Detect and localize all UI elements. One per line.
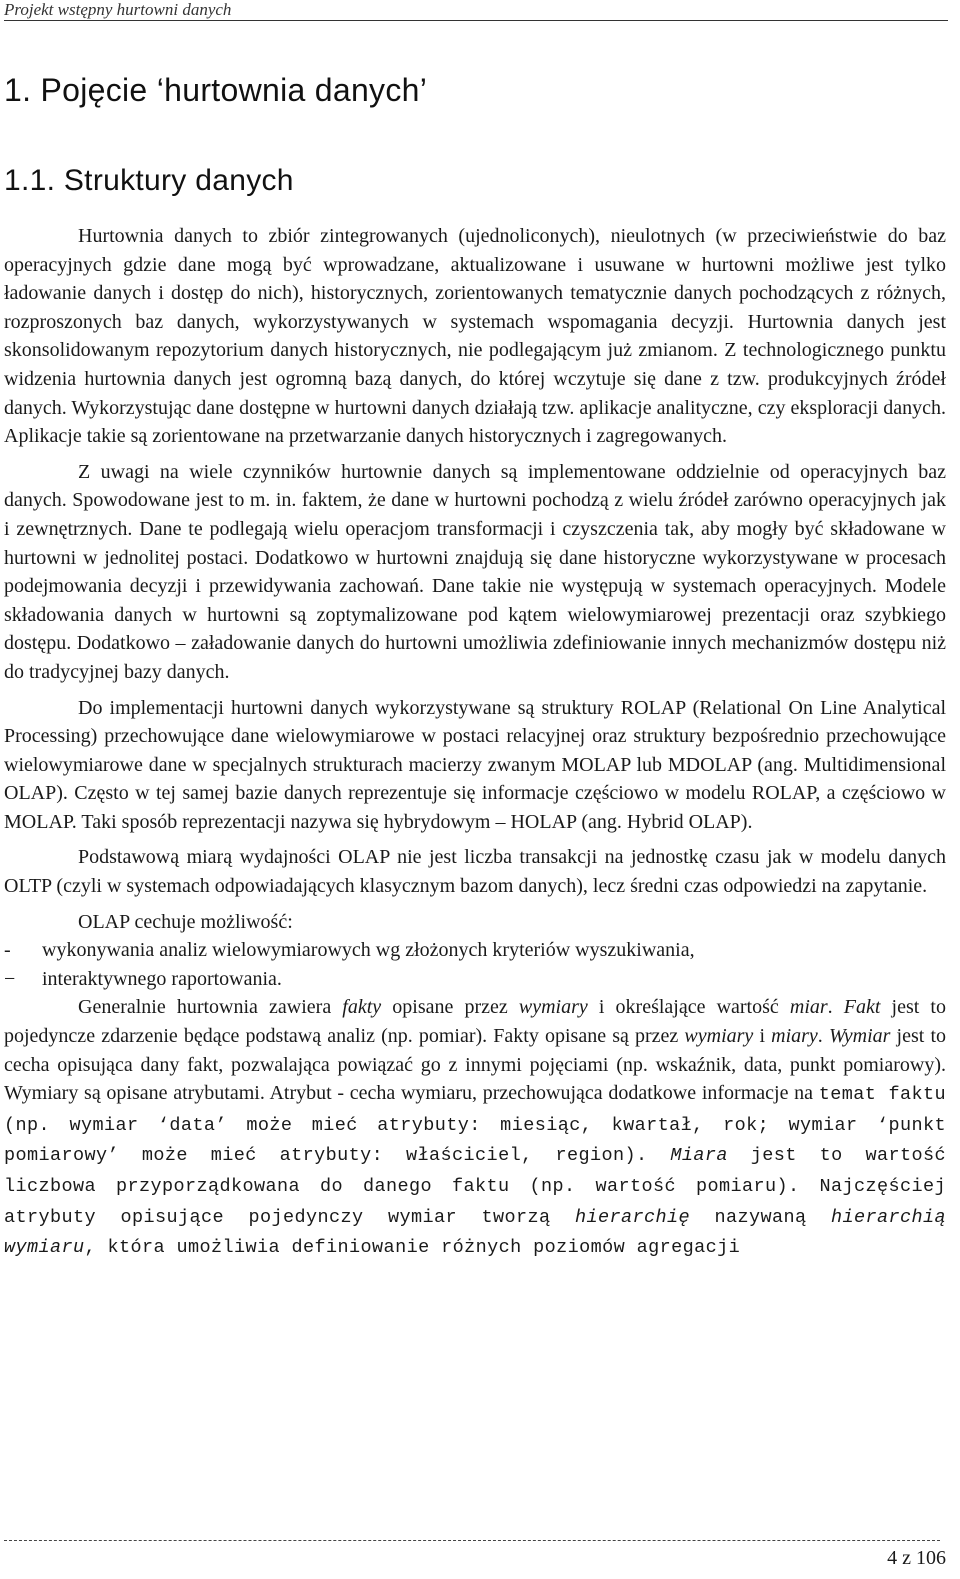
text-run: . xyxy=(827,996,844,1019)
term-fakt: Fakt xyxy=(843,996,881,1019)
list-item-text: interaktywnego raportowania. xyxy=(42,967,282,990)
term-hierarchie: hierarchię xyxy=(574,1206,690,1228)
text-run: . xyxy=(817,1025,829,1048)
paragraph-olap-features: OLAP cechuje możliwość: xyxy=(78,910,293,933)
text-run: Generalnie hurtownia zawiera xyxy=(78,996,343,1019)
term-miar: miar xyxy=(789,996,828,1019)
running-header: Projekt wstępny hurtowni danych xyxy=(4,0,232,19)
text-run: i xyxy=(753,1025,772,1048)
list-item xyxy=(4,965,946,994)
feature-list xyxy=(4,936,946,993)
list-item xyxy=(4,936,946,965)
list-item-text: wykonywania analiz wielowymiarowych wg złożonych kryteriów wyszukiwania, xyxy=(42,939,695,962)
paragraph-facts-dimensions xyxy=(4,993,946,1262)
text-run: i określające wartość xyxy=(587,996,790,1019)
paragraph-olap-performance: Podstawową miarą wydajności OLAP nie jest liczba transakcji na jednostkę czasu jak w modelu danych OLTP (czyli w systemach odpowiadających klasycznym bazom danych), lecz średni czas odpowiedzi na zapytanie. xyxy=(4,846,946,898)
text-run: jest to pojedyncze zdarzenie będące podstawą analiz (np. pomiar). Fakty opisane są przez xyxy=(4,996,946,1048)
footer-rule xyxy=(4,1540,940,1541)
mono-text-run: , która umożliwia definiowanie różnych poziomów agregacji xyxy=(84,1237,741,1259)
list-bullet: − xyxy=(4,967,16,990)
term-fakty: fakty xyxy=(342,996,382,1019)
term-wymiary: wymiary xyxy=(684,1025,754,1048)
term-hierarchia-wymiaru: hierarchią wymiaru xyxy=(4,1206,946,1259)
paragraph-definition: Hurtownia danych to zbiór zintegrowanych (ujednoliconych), nieulotnych (w przeciwieństwie do baz operacyjnych gdzie dane mogą być wprowadzane, aktualizowane i usuwane w hurtowni możliwe jest tylko ładowanie danych i dostęp do nich), historycznych, zorientowanych tematycznie danych pochodzących z różnych, rozproszonych baz danych, wykorzystywanych w systemach wspomagania decyzji. Hurtownia danych jest skonsolidowanym repozytorium danych historycznych, nie podlegającym już zmianom. Z technologicznego punktu widzenia hurtownia danych jest ogromną bazą danych, do której wczytuje się dane z tzw. produkcyjnych źródeł danych. Wykorzystując dane dostępne w hurtowni danych działają tzw. aplikacje analityczne, czy eksploracji danych. Aplikacje takie są zorientowane na przetwarzanie danych historycznych i zagregowanych. xyxy=(4,225,946,448)
mono-text-run: jest to wartość liczbowa przyporządkowana do danego faktu (np. wartość pomiaru). Najczęściej atrybuty opisujące pojedynczy wymiar tworzą xyxy=(4,1145,947,1228)
list-bullet: - xyxy=(4,939,11,962)
mono-text-run: temat faktu (np. wymiar ‘data’ może mieć atrybuty: miesiąc, kwartał, rok; wymiar ‘punkt pomiarowy’ może mieć atrybuty: właściciel, region). xyxy=(4,1084,946,1167)
section-heading: 1.1. Struktury danych xyxy=(4,164,294,197)
body-text xyxy=(4,222,946,1263)
paragraph-implementation: Z uwagi na wiele czynników hurtownie danych są implementowane oddzielnie od operacyjnych baz danych. Spowodowane jest to m. in. faktem, że dane w hurtowni pochodzą z wielu źródeł zarówno operacyjnych jak i zewnętrznych. Dane te podlegają wielu operacjom transformacji i czyszczenia tak, aby mogły być składowane w hurtowni w jednolitej postaci. Dodatkowo w hurtowni znajdują się dane historyczne wykorzystywane w procesach podejmowania decyzji i przewidywania zachowań. Dane takie nie występują w systemach operacyjnych. Modele składowania danych w hurtowni są zoptymalizowane pod kątem wielowymiarowej prezentacji oraz szybkiego dostępu. Dodatkowo – załadowanie danych do hurtowni umożliwia zdefiniowanie innych mechanizmów dostępu niż do tradycyjnej bazy danych. xyxy=(4,460,946,683)
paragraph-olap-structures: Do implementacji hurtowni danych wykorzystywane są struktury ROLAP (Relational On Line Analytical Processing) przechowujące dane wielowymiarowe w postaci relacyjnej oraz struktury bezpośrednio przechowujące wielowymiarowe dane w specjalnych strukturach macierzy zwanym MOLAP lub MDOLAP (ang. Multidimensional OLAP). Często w tej samej bazie danych reprezentuje się informacje częściowo w modelu ROLAP, a częściowo w MOLAP. Taki sposób reprezentacji nazywa się hybrydowym – HOLAP (ang. Hybrid OLAP). xyxy=(4,696,946,833)
term-miary: miary xyxy=(771,1025,818,1048)
page-number: 4 z 106 xyxy=(887,1547,946,1569)
mono-text-run: nazywaną xyxy=(689,1206,831,1228)
term-miara: Miara xyxy=(670,1145,728,1167)
header-rule xyxy=(4,20,948,21)
term-wymiary: wymiary xyxy=(518,996,588,1019)
term-wymiar: Wymiar xyxy=(828,1025,891,1048)
chapter-heading: 1. Pojęcie ‘hurtownia danych’ xyxy=(4,72,428,108)
text-run: opisane przez xyxy=(381,996,519,1019)
text-run: jest to cecha opisująca dany fakt, pozwalająca powiązać go z innymi pojęciami (np. wskaźnik, data, punkt pomiarowy). Wymiary są opisane atrybutami. Atrybut - cecha wymiaru, przechowująca dodatkowe informacje na xyxy=(4,1025,947,1105)
